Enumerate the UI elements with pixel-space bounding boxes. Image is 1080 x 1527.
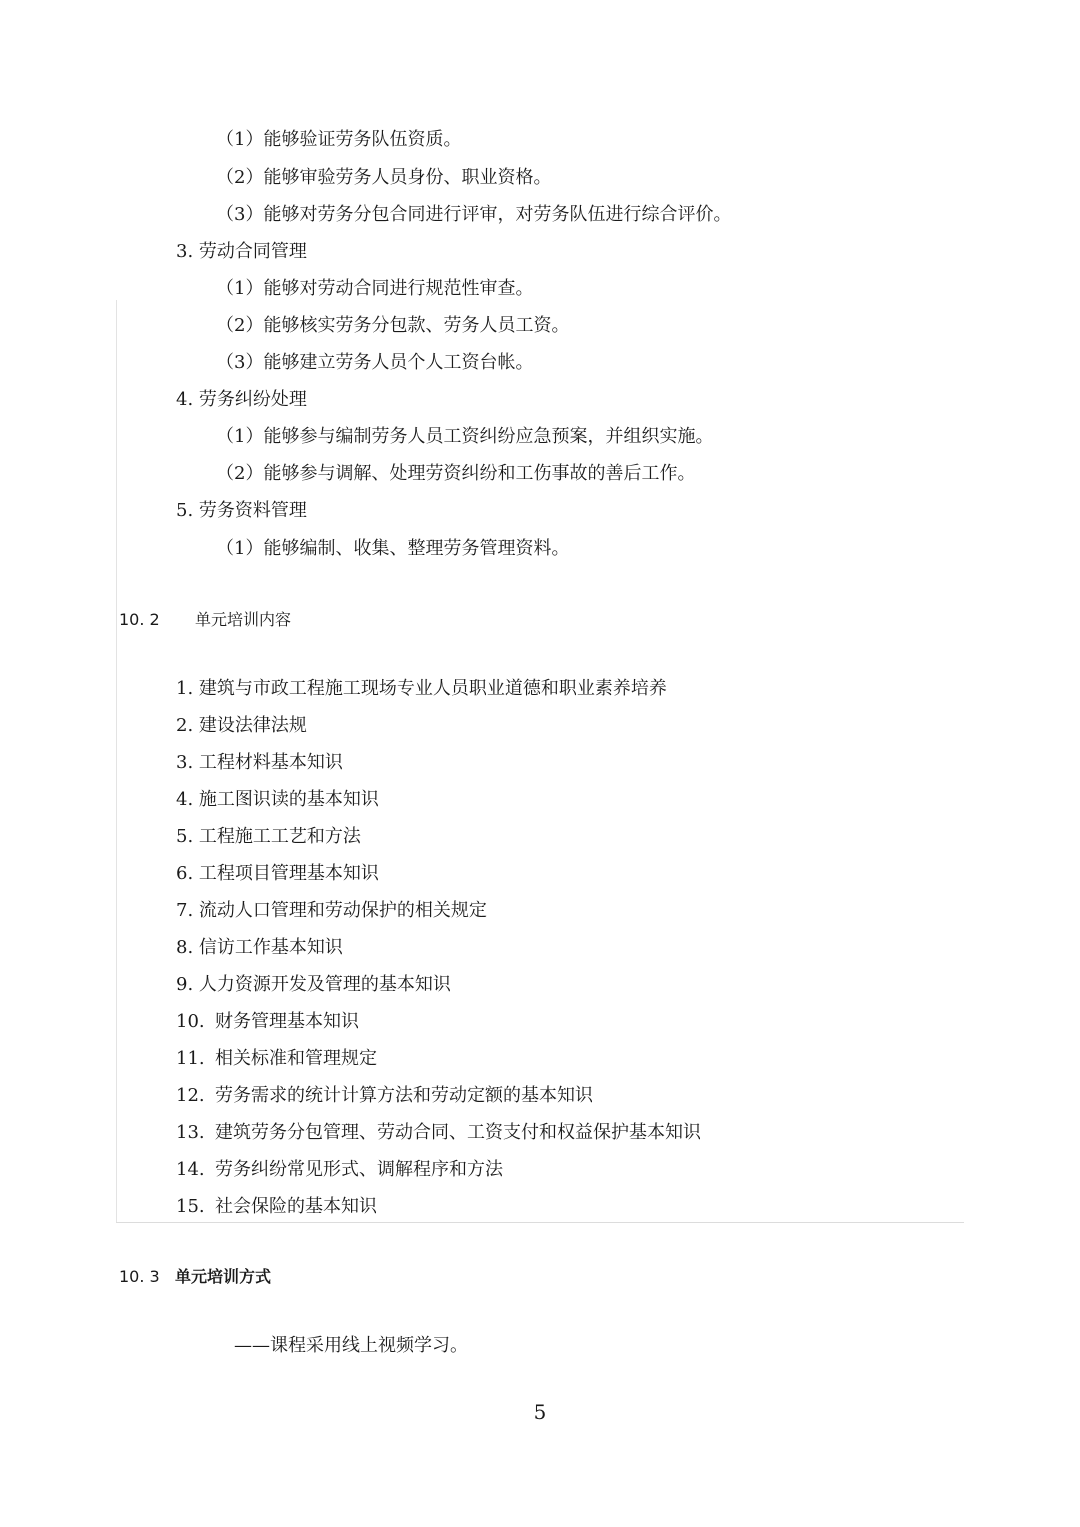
item-text: 建筑劳务分包管理、劳动合同、工资支付和权益保护基本知识 (215, 1122, 701, 1143)
list-item (176, 1158, 503, 1182)
item-text: 劳务纠纷常见形式、调解程序和方法 (215, 1159, 503, 1180)
item-text: 信访工作基本知识 (198, 937, 343, 958)
page-number: 5 (533, 1400, 547, 1424)
list-item (176, 788, 379, 812)
list-item (176, 936, 343, 960)
list-item (176, 973, 451, 997)
section-title: 单元培训内容 (195, 610, 292, 629)
list-item (176, 899, 487, 923)
item-number: 11. (176, 1048, 205, 1069)
subsection-title: 5. 劳务资料管理 (176, 500, 307, 521)
list-item: （2）能够审验劳务人员身份、职业资格。 (216, 167, 552, 188)
item-text: 工程施工工艺和方法 (198, 826, 361, 847)
item-number: 10. (176, 1011, 205, 1032)
item-number: 12. (176, 1085, 205, 1106)
subsection-title: 4. 劳务纠纷处理 (176, 389, 307, 410)
section-title: 单元培训方式 (175, 1267, 272, 1286)
item-text: 流动人口管理和劳动保护的相关规定 (198, 900, 487, 921)
list-item (176, 714, 307, 738)
item-text: 建筑与市政工程施工现场专业人员职业道德和职业素养培养 (198, 678, 667, 699)
item-text: 建设法律法规 (198, 715, 307, 736)
item-text: 工程项目管理基本知识 (198, 863, 379, 884)
item-number: 14. (176, 1159, 205, 1180)
item-text: 财务管理基本知识 (215, 1011, 359, 1032)
item-number: 8. (176, 937, 194, 958)
item-text: 社会保险的基本知识 (215, 1196, 377, 1217)
item-number: 3. (176, 752, 194, 773)
list-item: （2）能够参与调解、处理劳资纠纷和工伤事故的善后工作。 (216, 463, 696, 484)
list-item (176, 1010, 359, 1034)
item-text: 劳务需求的统计计算方法和劳动定额的基本知识 (215, 1085, 593, 1106)
item-text: 相关标准和管理规定 (215, 1048, 377, 1069)
list-item (176, 1195, 377, 1219)
item-number: 1. (176, 678, 194, 699)
section-divider-rule (116, 1222, 964, 1223)
item-number: 13. (176, 1122, 205, 1143)
list-item (176, 825, 361, 849)
list-item (176, 1121, 701, 1145)
list-item: （1）能够参与编制劳务人员工资纠纷应急预案，并组织实施。 (216, 426, 714, 447)
item-text: 人力资源开发及管理的基本知识 (198, 974, 451, 995)
list-item: （3）能够建立劳务人员个人工资台帐。 (216, 352, 534, 373)
item-number: 15. (176, 1196, 205, 1217)
list-item: （1）能够编制、收集、整理劳务管理资料。 (216, 538, 570, 559)
list-item: （1）能够验证劳务队伍资质。 (216, 129, 462, 150)
item-number: 2. (176, 715, 194, 736)
item-text: 施工图识读的基本知识 (198, 789, 379, 810)
list-item (176, 1047, 377, 1071)
list-item (176, 1084, 593, 1108)
left-margin-rule (116, 300, 117, 1222)
item-number: 9. (176, 974, 194, 995)
item-number: 7. (176, 900, 194, 921)
list-item (176, 862, 379, 886)
list-item: （1）能够对劳动合同进行规范性审查。 (216, 278, 534, 299)
subsection-title: 3. 劳动合同管理 (176, 241, 307, 262)
list-item: （2）能够核实劳务分包款、劳务人员工资。 (216, 315, 570, 336)
item-number: 5. (176, 826, 194, 847)
item-number: 6. (176, 863, 194, 884)
list-item: （3）能够对劳务分包合同进行评审，对劳务队伍进行综合评价。 (216, 204, 732, 225)
section-body-text: ——课程采用线上视频学习。 (234, 1335, 468, 1356)
list-item (176, 751, 343, 775)
item-text: 工程材料基本知识 (198, 752, 343, 773)
section-number: 10. 2 (119, 610, 160, 629)
item-number: 4. (176, 789, 194, 810)
section-number: 10. 3 (119, 1267, 160, 1286)
list-item (176, 677, 667, 701)
